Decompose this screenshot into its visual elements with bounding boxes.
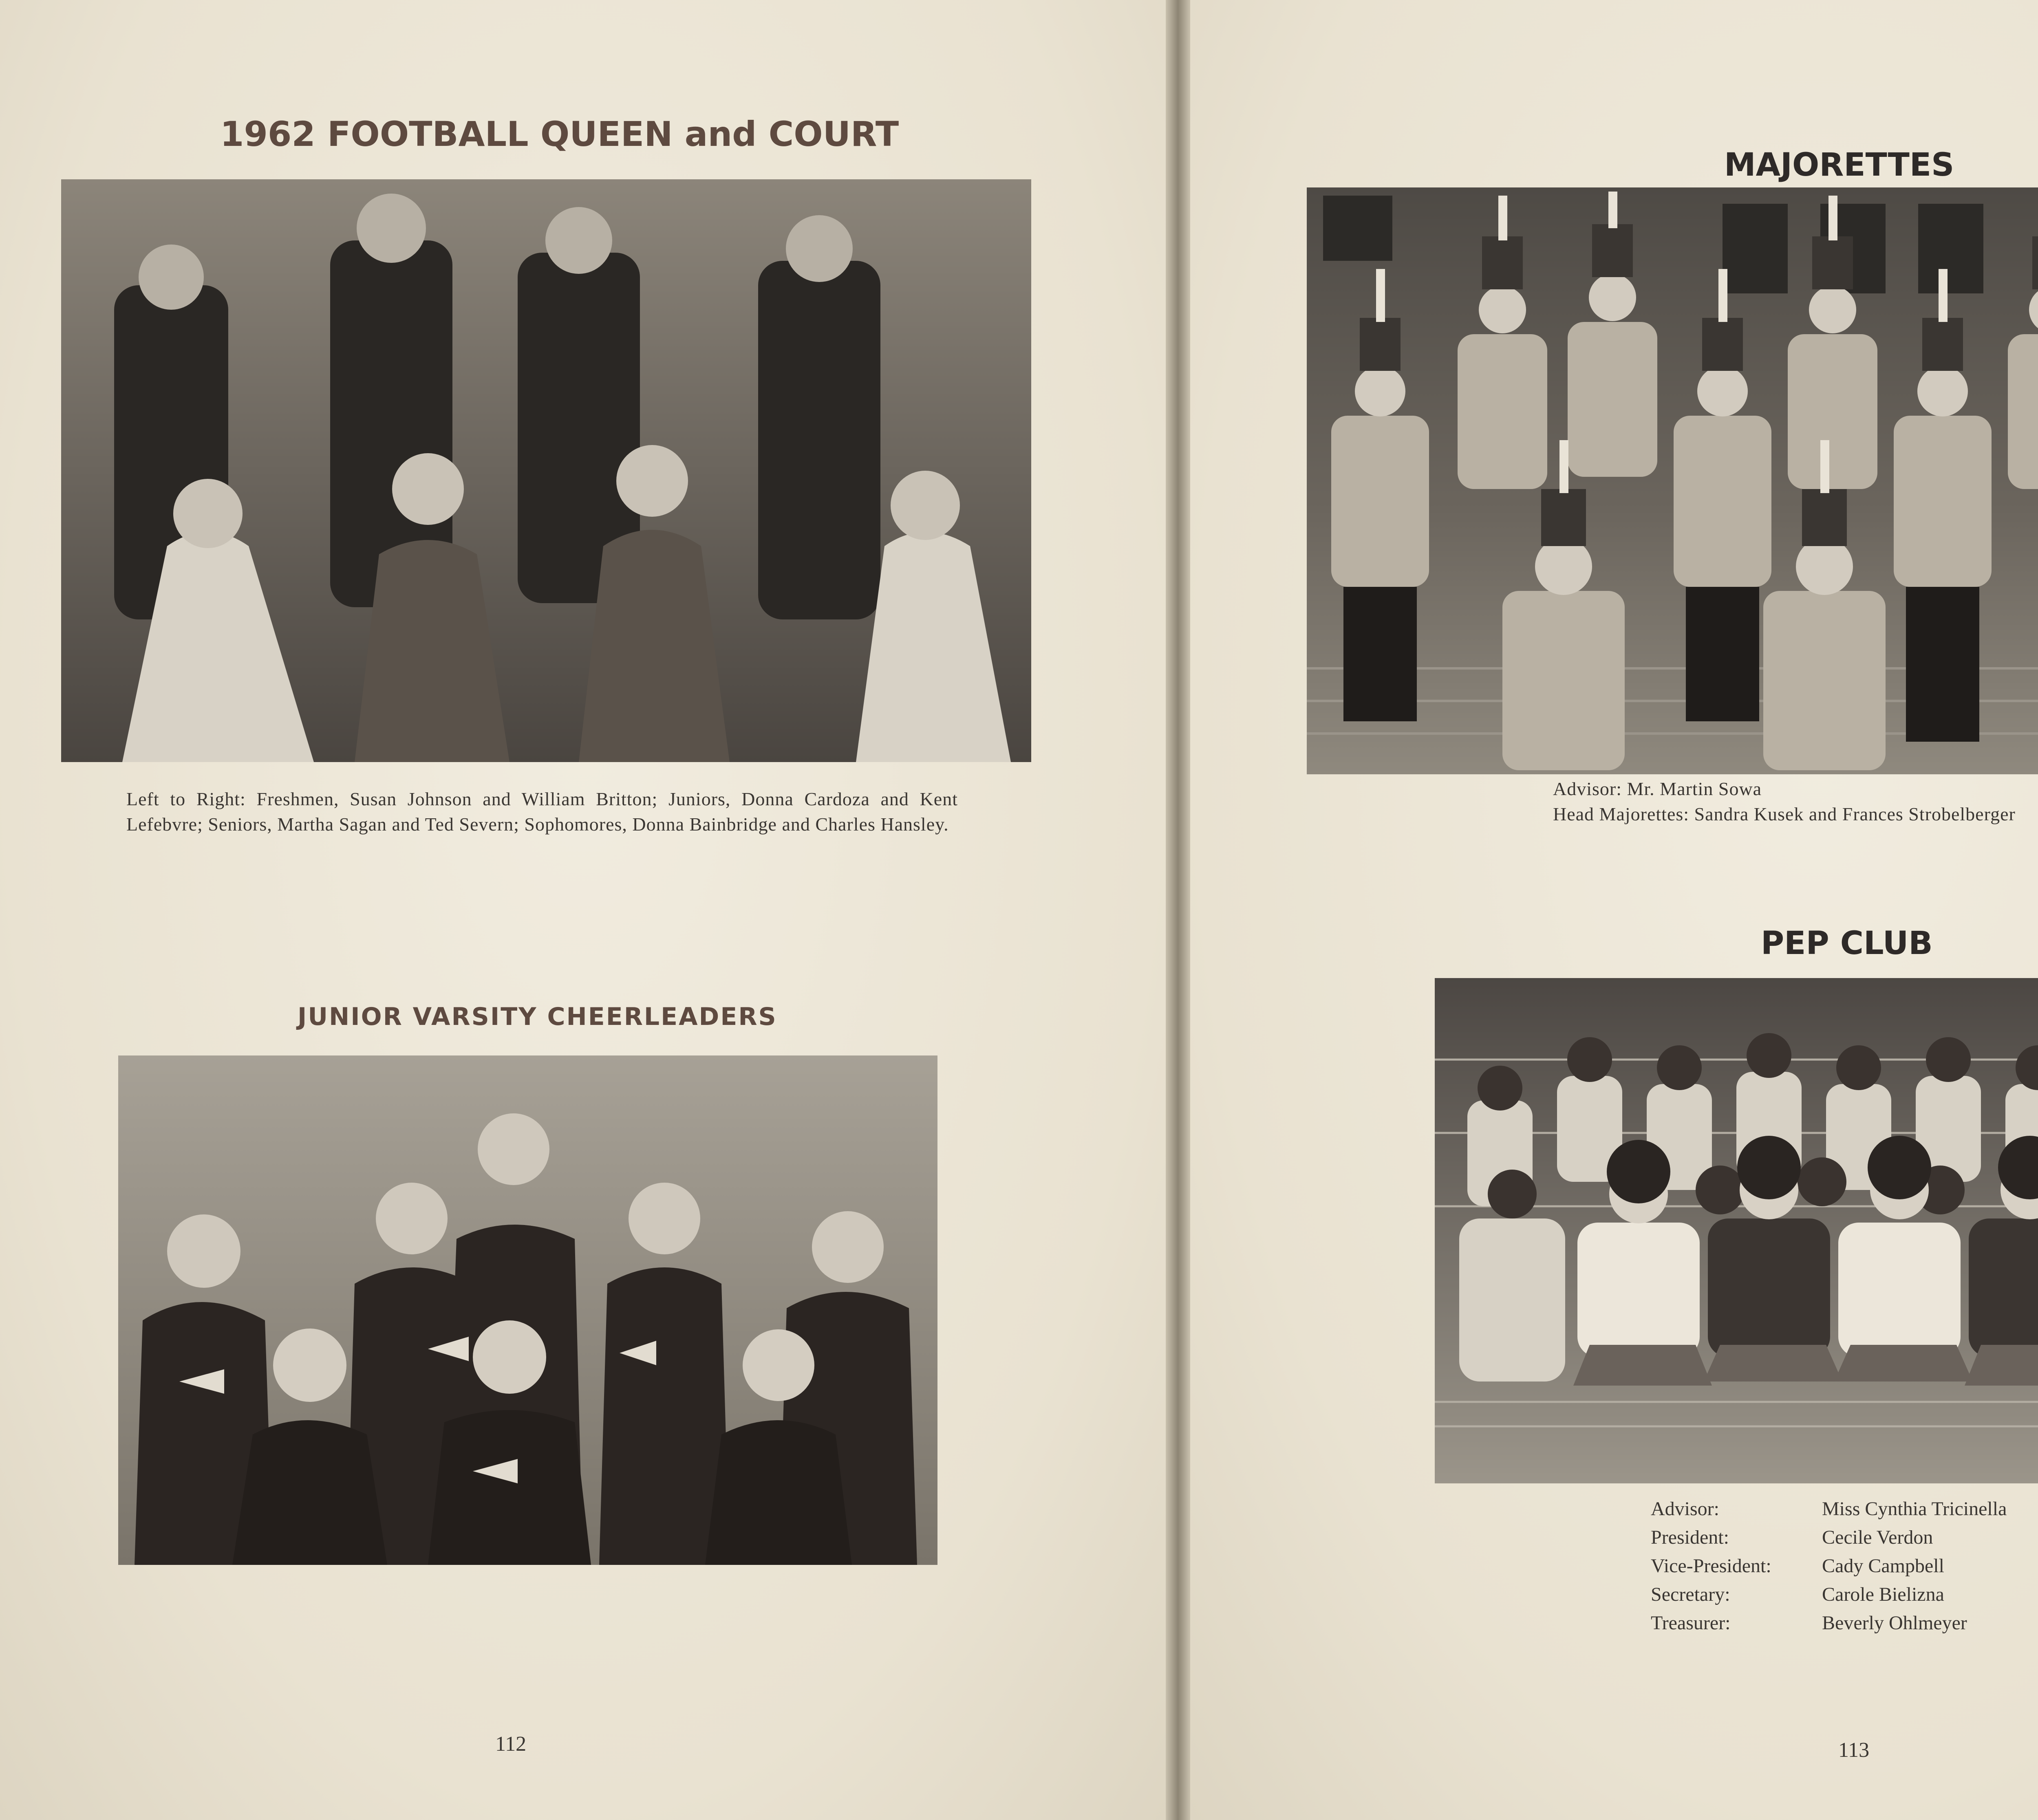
page-number-right: 113 — [1838, 1738, 1870, 1762]
officer-row — [1651, 1498, 2007, 1526]
majorettes-advisor: Advisor: Mr. Martin Sowa — [1553, 778, 1762, 799]
majorettes-heading: MAJORETTES — [1724, 147, 1954, 183]
book-gutter — [1166, 0, 1190, 1820]
officer-row — [1651, 1526, 2007, 1555]
officer-row — [1651, 1612, 2007, 1640]
officer-name: Beverly Ohlmeyer — [1822, 1612, 1967, 1634]
officer-role: Vice-President: — [1651, 1555, 1771, 1577]
officer-role: President: — [1651, 1527, 1729, 1548]
pep-club-heading: PEP CLUB — [1761, 925, 1933, 962]
officer-row — [1651, 1555, 2007, 1583]
officer-name: Cady Campbell — [1822, 1555, 1944, 1577]
officer-role: Treasurer: — [1651, 1612, 1731, 1634]
pep-club-photo — [1435, 978, 2038, 1483]
majorettes-photo — [1307, 187, 2038, 774]
jv-cheerleaders-photo — [118, 1055, 937, 1565]
officer-role: Advisor: — [1651, 1498, 1719, 1520]
football-caption-text: Left to Right: Freshmen, Susan Johnson and William Britton; Juniors, Donna Cardoza and Kent Lefebvre; Seniors, Martha Sagan and Ted Severn; Sophomores, Donna Bainbridge and Charles Hansley. — [126, 789, 958, 835]
jv-cheerleaders-heading: JUNIOR VARSITY CHEERLEADERS — [298, 1003, 777, 1031]
officer-row — [1651, 1583, 2007, 1612]
officer-role: Secretary: — [1651, 1584, 1730, 1605]
majorettes-caption — [1553, 776, 2038, 827]
officer-name: Miss Cynthia Tricinella — [1822, 1498, 2007, 1520]
majorettes-head: Head Majorettes: Sandra Kusek and Frances Strobelberger — [1553, 804, 2016, 824]
football-queen-heading: 1962 FOOTBALL QUEEN and COURT — [220, 114, 899, 154]
officer-name: Cecile Verdon — [1822, 1527, 1933, 1548]
officer-name: Carole Bielizna — [1822, 1584, 1944, 1605]
football-court-photo — [61, 179, 1031, 762]
football-caption — [126, 787, 958, 837]
right-page — [1190, 0, 2038, 1820]
page-number-left: 112 — [495, 1732, 527, 1756]
pep-club-officers — [1651, 1498, 2007, 1640]
